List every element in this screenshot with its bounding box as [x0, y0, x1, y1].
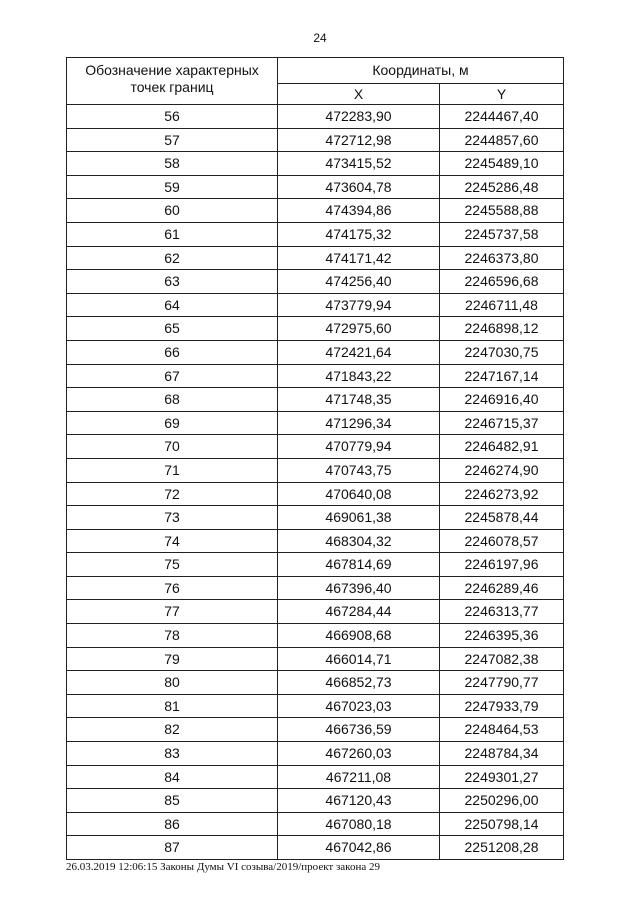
table-row — [67, 671, 564, 695]
x-coordinate-cell: 466852,73 — [278, 671, 440, 695]
point-number-cell: 84 — [67, 765, 278, 789]
table-row — [67, 576, 564, 600]
x-coordinate-cell: 467814,69 — [278, 553, 440, 577]
y-coordinate-cell: 2245737,58 — [440, 222, 564, 246]
table-row — [67, 317, 564, 341]
table-row — [67, 435, 564, 459]
x-coordinate-cell: 467023,03 — [278, 694, 440, 718]
x-coordinate-cell: 466736,59 — [278, 718, 440, 742]
x-coordinate-cell: 472421,64 — [278, 340, 440, 364]
y-coordinate-cell: 2251208,28 — [440, 836, 564, 860]
point-number-cell: 72 — [67, 482, 278, 506]
y-coordinate-cell: 2249301,27 — [440, 765, 564, 789]
point-number-cell: 79 — [67, 647, 278, 671]
table-row — [67, 152, 564, 176]
point-number-cell: 59 — [67, 175, 278, 199]
table-row — [67, 506, 564, 530]
x-coordinate-cell: 473779,94 — [278, 293, 440, 317]
table-body — [67, 105, 564, 860]
x-coordinate-cell: 467260,03 — [278, 742, 440, 766]
point-number-cell: 69 — [67, 411, 278, 435]
x-coordinate-cell: 473415,52 — [278, 152, 440, 176]
table-row — [67, 836, 564, 860]
y-coordinate-cell: 2247082,38 — [440, 647, 564, 671]
x-coordinate-cell: 472283,90 — [278, 105, 440, 129]
table-row — [67, 246, 564, 270]
point-number-cell: 86 — [67, 812, 278, 836]
y-coordinate-cell: 2244467,40 — [440, 105, 564, 129]
y-coordinate-cell: 2248464,53 — [440, 718, 564, 742]
x-coordinate-cell: 467042,86 — [278, 836, 440, 860]
x-coordinate-cell: 471296,34 — [278, 411, 440, 435]
point-number-cell: 60 — [67, 199, 278, 223]
table-row — [67, 340, 564, 364]
x-coordinate-cell: 472975,60 — [278, 317, 440, 341]
x-coordinate-cell: 471748,35 — [278, 388, 440, 412]
y-coordinate-cell: 2246289,46 — [440, 576, 564, 600]
table-row — [67, 624, 564, 648]
x-column-header: X — [278, 84, 440, 105]
x-coordinate-cell: 469061,38 — [278, 506, 440, 530]
point-number-cell: 67 — [67, 364, 278, 388]
point-number-cell: 75 — [67, 553, 278, 577]
y-coordinate-cell: 2246711,48 — [440, 293, 564, 317]
point-number-cell: 62 — [67, 246, 278, 270]
x-coordinate-cell: 467120,43 — [278, 789, 440, 813]
table-row — [67, 647, 564, 671]
table-row — [67, 742, 564, 766]
point-number-cell: 58 — [67, 152, 278, 176]
table-row — [67, 553, 564, 577]
y-coordinate-cell: 2246078,57 — [440, 529, 564, 553]
y-coordinate-cell: 2250296,00 — [440, 789, 564, 813]
coordinates-column-header: Координаты, м — [278, 58, 564, 84]
point-number-cell: 71 — [67, 458, 278, 482]
x-coordinate-cell: 468304,32 — [278, 529, 440, 553]
point-number-cell: 68 — [67, 388, 278, 412]
y-coordinate-cell: 2246482,91 — [440, 435, 564, 459]
table-row — [67, 458, 564, 482]
table-row — [67, 199, 564, 223]
y-coordinate-cell: 2246916,40 — [440, 388, 564, 412]
y-coordinate-cell: 2245489,10 — [440, 152, 564, 176]
point-number-cell: 65 — [67, 317, 278, 341]
point-number-cell: 82 — [67, 718, 278, 742]
table-row — [67, 600, 564, 624]
x-coordinate-cell: 474256,40 — [278, 270, 440, 294]
y-column-header: Y — [440, 84, 564, 105]
table-row — [67, 411, 564, 435]
table-row — [67, 105, 564, 129]
y-coordinate-cell: 2245286,48 — [440, 175, 564, 199]
point-number-cell: 56 — [67, 105, 278, 129]
y-coordinate-cell: 2245878,44 — [440, 506, 564, 530]
table-row — [67, 812, 564, 836]
y-coordinate-cell: 2245588,88 — [440, 199, 564, 223]
x-coordinate-cell: 470779,94 — [278, 435, 440, 459]
y-coordinate-cell: 2246273,92 — [440, 482, 564, 506]
point-column-header: Обозначение характерных точек границ — [67, 58, 278, 105]
table-row — [67, 270, 564, 294]
header-row-top — [67, 58, 564, 84]
table-row — [67, 482, 564, 506]
point-number-cell: 57 — [67, 128, 278, 152]
page-number: 24 — [313, 31, 327, 45]
table-header — [67, 58, 564, 105]
table-row — [67, 694, 564, 718]
x-coordinate-cell: 474171,42 — [278, 246, 440, 270]
point-number-cell: 74 — [67, 529, 278, 553]
point-number-cell: 80 — [67, 671, 278, 695]
table-row — [67, 364, 564, 388]
point-number-cell: 76 — [67, 576, 278, 600]
y-coordinate-cell: 2247933,79 — [440, 694, 564, 718]
point-number-cell: 73 — [67, 506, 278, 530]
table-row — [67, 175, 564, 199]
table-row — [67, 765, 564, 789]
point-number-cell: 66 — [67, 340, 278, 364]
x-coordinate-cell: 466908,68 — [278, 624, 440, 648]
y-coordinate-cell: 2246197,96 — [440, 553, 564, 577]
point-number-cell: 63 — [67, 270, 278, 294]
y-coordinate-cell: 2246715,37 — [440, 411, 564, 435]
point-number-cell: 81 — [67, 694, 278, 718]
table-row — [67, 529, 564, 553]
y-coordinate-cell: 2247167,14 — [440, 364, 564, 388]
point-number-cell: 87 — [67, 836, 278, 860]
y-coordinate-cell: 2246596,68 — [440, 270, 564, 294]
x-coordinate-cell: 474175,32 — [278, 222, 440, 246]
y-coordinate-cell: 2247030,75 — [440, 340, 564, 364]
x-coordinate-cell: 470640,08 — [278, 482, 440, 506]
x-coordinate-cell: 467211,08 — [278, 765, 440, 789]
x-coordinate-cell: 472712,98 — [278, 128, 440, 152]
y-coordinate-cell: 2246373,80 — [440, 246, 564, 270]
table-row — [67, 718, 564, 742]
point-number-cell: 61 — [67, 222, 278, 246]
x-coordinate-cell: 466014,71 — [278, 647, 440, 671]
y-coordinate-cell: 2247790,77 — [440, 671, 564, 695]
point-number-cell: 85 — [67, 789, 278, 813]
table-row — [67, 789, 564, 813]
point-number-cell: 70 — [67, 435, 278, 459]
point-number-cell: 83 — [67, 742, 278, 766]
y-coordinate-cell: 2248784,34 — [440, 742, 564, 766]
point-number-cell: 78 — [67, 624, 278, 648]
point-number-cell: 77 — [67, 600, 278, 624]
coordinates-table — [66, 57, 564, 860]
y-coordinate-cell: 2250798,14 — [440, 812, 564, 836]
x-coordinate-cell: 467284,44 — [278, 600, 440, 624]
y-coordinate-cell: 2244857,60 — [440, 128, 564, 152]
x-coordinate-cell: 467080,18 — [278, 812, 440, 836]
y-coordinate-cell: 2246313,77 — [440, 600, 564, 624]
point-number-cell: 64 — [67, 293, 278, 317]
table-row — [67, 388, 564, 412]
x-coordinate-cell: 473604,78 — [278, 175, 440, 199]
x-coordinate-cell: 470743,75 — [278, 458, 440, 482]
table-row — [67, 128, 564, 152]
y-coordinate-cell: 2246395,36 — [440, 624, 564, 648]
y-coordinate-cell: 2246274,90 — [440, 458, 564, 482]
document-footer: 26.03.2019 12:06:15 Законы Думы VI созыва/2019/проект закона 29 — [66, 861, 380, 873]
x-coordinate-cell: 467396,40 — [278, 576, 440, 600]
x-coordinate-cell: 471843,22 — [278, 364, 440, 388]
x-coordinate-cell: 474394,86 — [278, 199, 440, 223]
table-row — [67, 293, 564, 317]
table-row — [67, 222, 564, 246]
y-coordinate-cell: 2246898,12 — [440, 317, 564, 341]
